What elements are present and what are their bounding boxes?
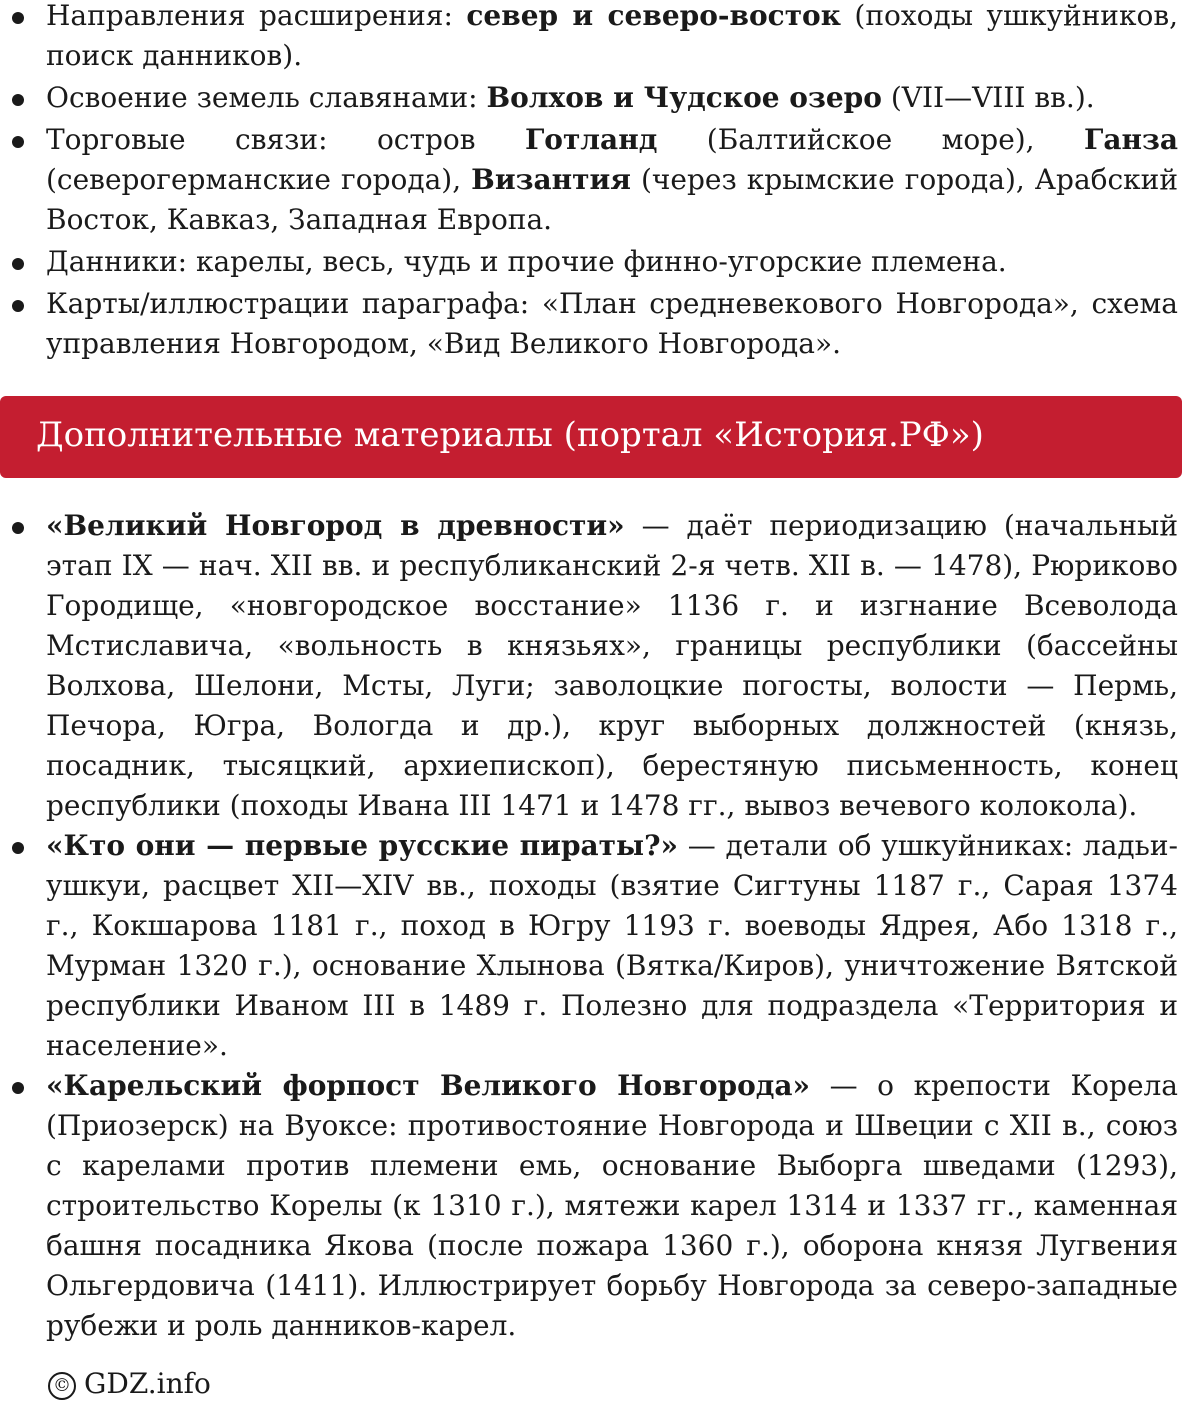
emphasis: Византия: [471, 163, 631, 196]
bullet-icon: [12, 12, 24, 24]
material-title: «Кто они — первые русские пираты?»: [46, 829, 678, 862]
bullet-icon: [12, 842, 24, 854]
section-title: Дополнительные материалы (портал «История.РФ»): [36, 415, 984, 455]
summary-list: [0, 0, 1182, 366]
bullet-icon: [12, 94, 24, 106]
material-title: «Великий Новгород в древности»: [46, 509, 625, 542]
materials-list: [0, 506, 1182, 1346]
bullet-icon: [12, 136, 24, 148]
bullet-icon: [12, 300, 24, 312]
list-item: Данники: карелы, весь, чудь и прочие финно-угорские племена.: [0, 242, 1182, 282]
material-title: «Карельский форпост Великого Новгорода»: [46, 1069, 811, 1102]
list-item: «Кто они — первые русские пираты?» — детали об ушкуйниках: ладьи-ушкуи, расцвет XII—XIV вв., походы (взятие Сигтуны 1187 г., Сарая 1374 г., Кокшарова 1181 г., поход в Югру 1193 г. воеводы Ядрея, Або 1318 г., Мурман 1320 г.), основание Хлынова (Вятка/Киров), уничтожение Вятской республики Иваном III в 1489 г. Полезно для подраздела «Территория и население».: [0, 826, 1182, 1066]
footer-text: GDZ.info: [84, 1367, 211, 1400]
bullet-icon: [12, 258, 24, 270]
section-heading-band: [0, 396, 1182, 478]
emphasis: Готланд: [524, 123, 658, 156]
list-item: «Великий Новгород в древности» — даёт периодизацию (начальный этап IX — нач. XII вв. и республиканский 2-я четв. XII в. — 1478), Рюриково Городище, «новгородское восстание» 1136 г. и изгнание Всеволода Мстиславича, «вольность в князьях», границы республики (бассейны Волхова, Шелони, Мсты, Луги; заволоцкие погосты, волости — Пермь, Печора, Югра, Вологда и др.), круг выборных должностей (князь, посадник, тысяцкий, архиепископ), берестяную письменность, конец республики (походы Ивана III 1471 и 1478 гг., вывоз вечевого колокола).: [0, 506, 1182, 826]
list-item: «Карельский форпост Великого Новгорода» — о крепости Корела (Приозерск) на Вуоксе: противостояние Новгорода и Швеции с XII в., союз с карелами против племени емь, основание Выборга шведами (1293), строительство Корелы (к 1310 г.), мятежи карел 1314 и 1337 гг., каменная башня посадника Якова (после пожара 1360 г.), оборона князя Лугвения Ольгердовича (1411). Иллюстрирует борьбу Новгорода за северо-западные рубежи и роль данников-карел.: [0, 1066, 1182, 1346]
copyright-footer: [48, 1364, 211, 1404]
emphasis: Ганза: [1084, 123, 1178, 156]
bullet-icon: [12, 1082, 24, 1094]
emphasis: север и северо-восток: [466, 0, 841, 32]
emphasis: Волхов и Чудское озеро: [486, 81, 882, 114]
copyright-icon: ©: [48, 1372, 76, 1400]
list-item: Направления расширения: север и северо-восток (походы ушкуйников, поиск данников).: [0, 0, 1182, 76]
list-item: Торговые связи: остров Готланд (Балтийское море), Ганза (северогерманские города), Византия (через крымские города), Арабский Восток, Кавказ, Западная Европа.: [0, 120, 1182, 240]
bullet-icon: [12, 522, 24, 534]
list-item: Карты/иллюстрации параграфа: «План средневекового Новгорода», схема управления Новгородом, «Вид Великого Новгорода».: [0, 284, 1182, 364]
list-item: Освоение земель славянами: Волхов и Чудское озеро (VII—VIII вв.).: [0, 78, 1182, 118]
